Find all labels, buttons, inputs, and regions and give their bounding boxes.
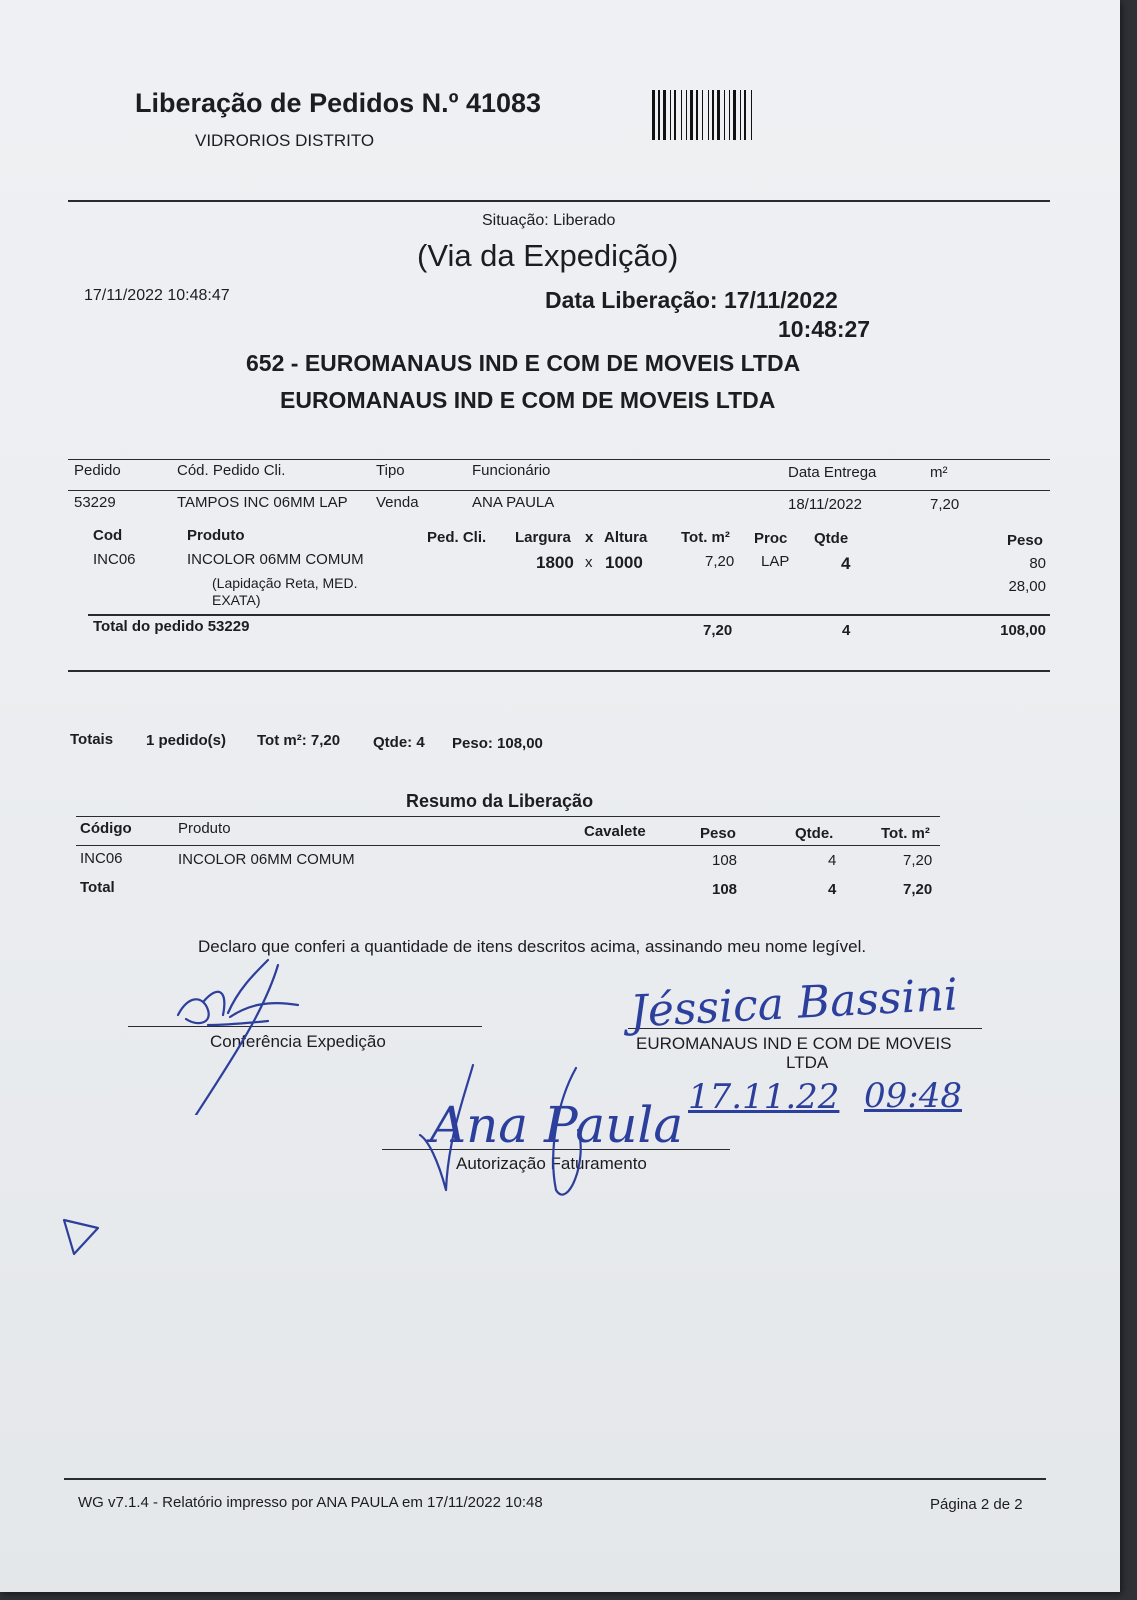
signature-conferencia-handwritten [168, 955, 328, 1115]
company-name: VIDRORIOS DISTRITO [195, 131, 375, 150]
order-number: 53229 [74, 494, 116, 511]
barcode [652, 90, 824, 140]
item-tot-m2: 7,20 [705, 553, 735, 570]
summary-codigo: INC06 [80, 850, 123, 867]
order-total-m2: 7,20 [703, 622, 733, 639]
item-produto: INCOLOR 06MM COMUM [187, 551, 364, 568]
item-header-peso: Peso [1007, 532, 1043, 549]
item-peso-unit: 80 [1029, 555, 1046, 572]
summary-header-peso: Peso [700, 825, 736, 842]
totals-peso: Peso: 108,00 [452, 735, 543, 752]
totals-pedidos: 1 pedido(s) [146, 732, 227, 749]
col-header-cod-pedido-cli: Cód. Pedido Cli. [177, 462, 286, 479]
col-header-funcionario: Funcionário [472, 462, 551, 479]
item-header-qtde: Qtde [814, 530, 849, 547]
summary-header-codigo: Código [80, 820, 132, 837]
declaration-text: Declaro que conferi a quantidade de itens descritos acima, assinando meu nome legível. [198, 937, 867, 956]
summary-total-qtde: 4 [828, 881, 837, 898]
signature-label-conferencia: Conferência Expedição [210, 1032, 386, 1051]
summary-title: Resumo da Liberação [406, 791, 594, 811]
signature-autorizacao-strokes [418, 1060, 618, 1200]
page-number: Página 2 de 2 [930, 1496, 1023, 1513]
employee: ANA PAULA [472, 494, 555, 511]
print-datetime: 17/11/2022 10:48:47 [84, 287, 230, 304]
summary-header-m2: Tot. m² [881, 825, 930, 842]
item-cod: INC06 [93, 551, 136, 568]
summary-total-m2: 7,20 [903, 881, 933, 898]
barcode-bar [708, 90, 709, 140]
item-header-altura: Altura [604, 529, 648, 546]
barcode-bar [717, 90, 720, 140]
totals-m2: Tot m²: 7,20 [257, 732, 341, 749]
order-m2: 7,20 [930, 496, 960, 513]
item-header-produto: Produto [187, 527, 245, 544]
item-altura: 1000 [605, 553, 643, 572]
signature-label-client-line1: EUROMANAUS IND E COM DE MOVEIS [636, 1034, 952, 1053]
signature-label-autorizacao: Autorização Faturamento [456, 1154, 647, 1173]
item-header-proc: Proc [754, 530, 788, 547]
order-total-qtde: 4 [842, 622, 851, 639]
summary-total-peso: 108 [712, 881, 738, 898]
item-largura: 1800 [536, 553, 574, 572]
barcode-bar [744, 90, 746, 140]
barcode-bar [724, 90, 725, 140]
barcode-bar [652, 90, 655, 140]
header-divider [68, 200, 1050, 202]
order-total-label: Total do pedido 53229 [93, 618, 250, 635]
copy-type: (Via da Expedição) [417, 238, 679, 273]
delivery-date: 18/11/2022 [788, 496, 862, 513]
barcode-bar [712, 90, 714, 140]
totals-qtde: Qtde: 4 [373, 734, 425, 751]
barcode-bar [658, 90, 660, 140]
signature-autorizacao-handwritten: Ana Paula [430, 1096, 684, 1154]
client-code-name: 652 - EUROMANAUS IND E COM DE MOVEIS LTDA [246, 350, 801, 376]
client-name: EUROMANAUS IND E COM DE MOVEIS LTDA [280, 387, 776, 413]
order-total-peso: 108,00 [1000, 622, 1046, 639]
footer-divider [64, 1478, 1046, 1480]
item-header-cod: Cod [93, 527, 123, 544]
client-order-code: TAMPOS INC 06MM LAP [177, 494, 348, 511]
summary-produto: INCOLOR 06MM COMUM [178, 851, 355, 868]
barcode-bar [702, 90, 703, 140]
barcode-bar [681, 90, 682, 140]
handwritten-time: 09:48 [864, 1076, 962, 1116]
check-mark-icon [58, 1210, 108, 1260]
barcode-graphic [652, 90, 824, 140]
summary-peso: 108 [712, 852, 738, 869]
item-description-line1: (Lapidação Reta, MED. [212, 575, 358, 591]
release-date: Data Liberação: 17/11/2022 [545, 287, 838, 313]
barcode-bar [729, 90, 730, 140]
item-header-x: x [585, 529, 594, 546]
barcode-bar [663, 90, 666, 140]
col-header-data-entrega: Data Entrega [788, 464, 877, 481]
signature-client-handwritten: Jéssica Bassini [628, 969, 960, 1038]
barcode-bar [674, 90, 676, 140]
summary-qtde: 4 [828, 852, 837, 869]
barcode-bar [696, 90, 698, 140]
barcode-bar [670, 90, 671, 140]
barcode-bar [690, 90, 693, 140]
order-table-bottom [68, 670, 1050, 672]
handwritten-date: 17.11.22 [688, 1077, 840, 1117]
barcode-bar [733, 90, 736, 140]
item-peso: 28,00 [1008, 578, 1046, 595]
totals-label: Totais [70, 731, 114, 748]
barcode-bar [740, 90, 741, 140]
summary-header-produto: Produto [178, 820, 231, 837]
item-total-line [88, 614, 1050, 616]
page-title: Liberação de Pedidos N.º 41083 [135, 88, 542, 118]
barcode-bar [686, 90, 687, 140]
col-header-m2: m² [930, 464, 948, 481]
item-description-line2: EXATA) [212, 592, 261, 608]
item-proc: LAP [761, 553, 790, 570]
item-header-largura: Largura [515, 529, 571, 546]
col-header-tipo: Tipo [376, 462, 405, 479]
barcode-bar [751, 90, 752, 140]
col-header-pedido: Pedido [74, 462, 121, 479]
status-text: Situação: Liberado [482, 212, 616, 229]
item-x: x [585, 554, 593, 571]
summary-top-line [76, 816, 940, 817]
summary-header-qtde: Qtde. [795, 825, 834, 842]
footer-report-info: WG v7.1.4 - Relatório impresso por ANA PAULA em 17/11/2022 10:48 [78, 1494, 543, 1511]
order-type: Venda [376, 494, 419, 511]
order-table-header-line [68, 490, 1050, 491]
summary-total-label: Total [80, 879, 115, 896]
summary-m2: 7,20 [903, 852, 933, 869]
item-header-tot-m2: Tot. m² [681, 529, 730, 546]
release-time: 10:48:27 [778, 316, 871, 342]
summary-header-line [76, 845, 940, 846]
item-header-ped-cli: Ped. Cli. [427, 529, 487, 546]
signature-label-client-line2: LTDA [786, 1053, 829, 1072]
order-table-top [68, 459, 1050, 460]
summary-header-cavalete: Cavalete [584, 823, 646, 840]
item-qtde: 4 [841, 554, 851, 573]
